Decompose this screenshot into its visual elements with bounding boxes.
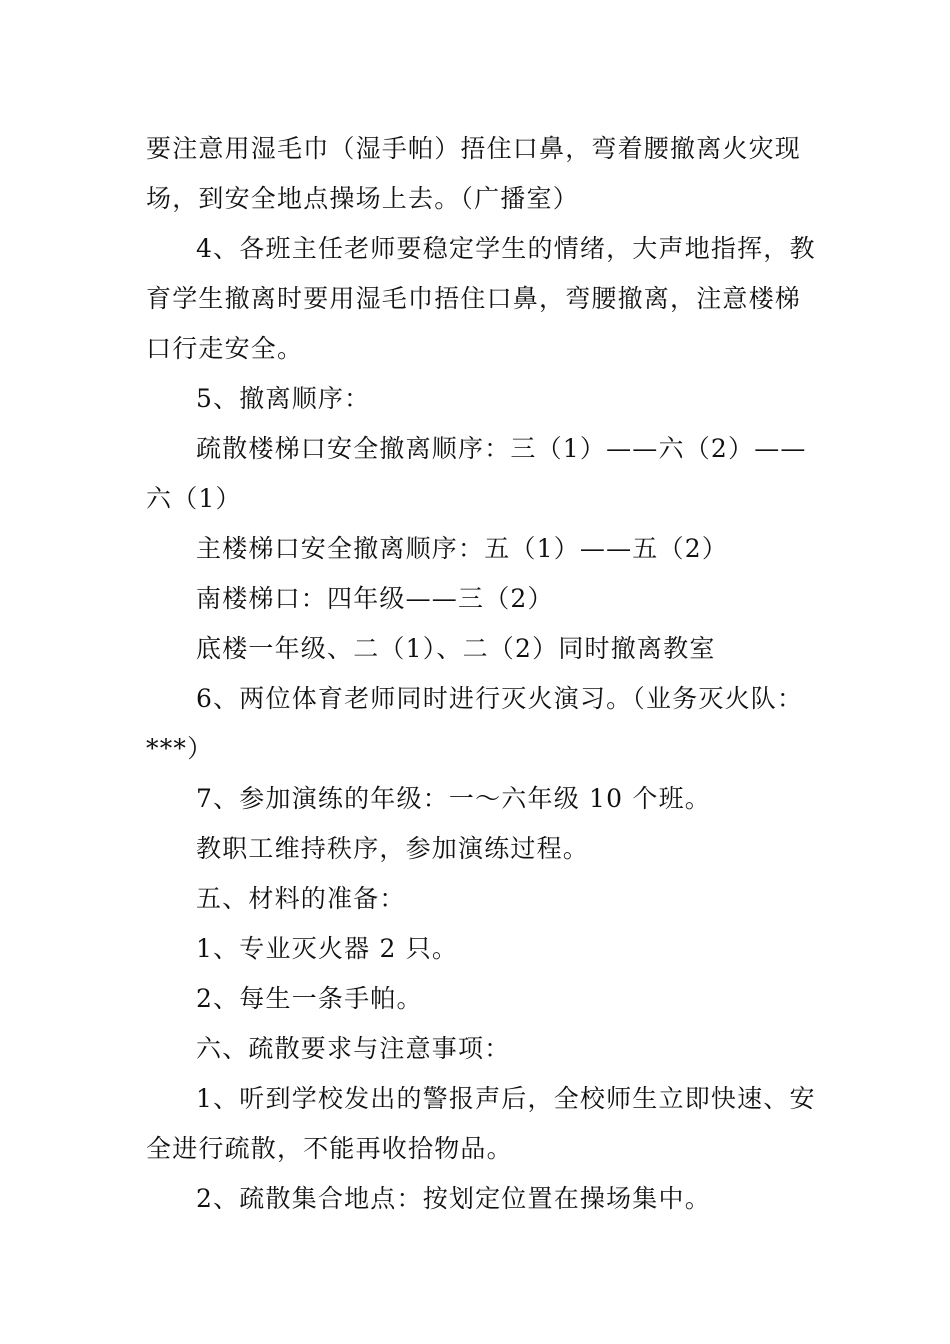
text-line: 疏散楼梯口安全撤离顺序：三（1）——六（2）——	[196, 434, 807, 463]
text-line: 口行走安全。	[146, 334, 304, 363]
paragraph	[146, 524, 806, 574]
paragraph	[146, 124, 806, 224]
text-line: 六（1）	[146, 484, 242, 513]
text-line: 5、撤离顺序：	[196, 384, 371, 413]
text-line: 4、各班主任老师要稳定学生的情绪，大声地指挥，教	[196, 234, 816, 263]
text-line: 2、疏散集合地点：按划定位置在操场集中。	[196, 1184, 711, 1213]
paragraph	[146, 924, 806, 974]
text-line: ***）	[146, 734, 214, 763]
paragraph	[146, 1074, 816, 1174]
text-line: 南楼梯口：四年级——三（2）	[196, 584, 554, 613]
text-line: 要注意用湿毛巾（湿手帕）捂住口鼻，弯着腰撤离火灾现	[146, 134, 802, 163]
text-line: 六、疏散要求与注意事项：	[196, 1034, 511, 1063]
text-line: 7、参加演练的年级：一～六年级 10 个班。	[196, 784, 712, 813]
paragraph	[146, 574, 806, 624]
paragraph	[146, 674, 806, 774]
text-line: 全进行疏散，不能再收拾物品。	[146, 1134, 513, 1163]
paragraph	[146, 624, 806, 674]
paragraph	[146, 824, 806, 874]
text-line: 育学生撤离时要用湿毛巾捂住口鼻，弯腰撤离，注意楼梯	[146, 284, 802, 313]
text-line: 场，到安全地点操场上去。（广播室）	[146, 184, 579, 213]
text-line: 底楼一年级、二（1）、二（2）同时撤离教室	[196, 634, 716, 663]
text-line: 五、材料的准备：	[196, 884, 406, 913]
paragraph	[146, 424, 806, 524]
paragraph	[146, 1174, 806, 1224]
text-line: 主楼梯口安全撤离顺序：五（1）——五（2）	[196, 534, 729, 563]
section-heading	[146, 874, 806, 924]
paragraph	[146, 374, 806, 424]
text-line: 6、两位体育老师同时进行灭火演习。（业务灭火队：	[196, 684, 804, 713]
section-heading	[146, 1024, 806, 1074]
text-line: 2、每生一条手帕。	[196, 984, 423, 1013]
paragraph	[146, 974, 806, 1024]
text-line: 1、专业灭火器 2 只。	[196, 934, 459, 963]
text-line: 教职工维持秩序，参加演练过程。	[196, 834, 590, 863]
paragraph	[146, 774, 806, 824]
paragraph	[146, 224, 816, 374]
text-line: 1、听到学校发出的警报声后，全校师生立即快速、安	[196, 1084, 816, 1113]
document-page	[146, 124, 816, 1224]
